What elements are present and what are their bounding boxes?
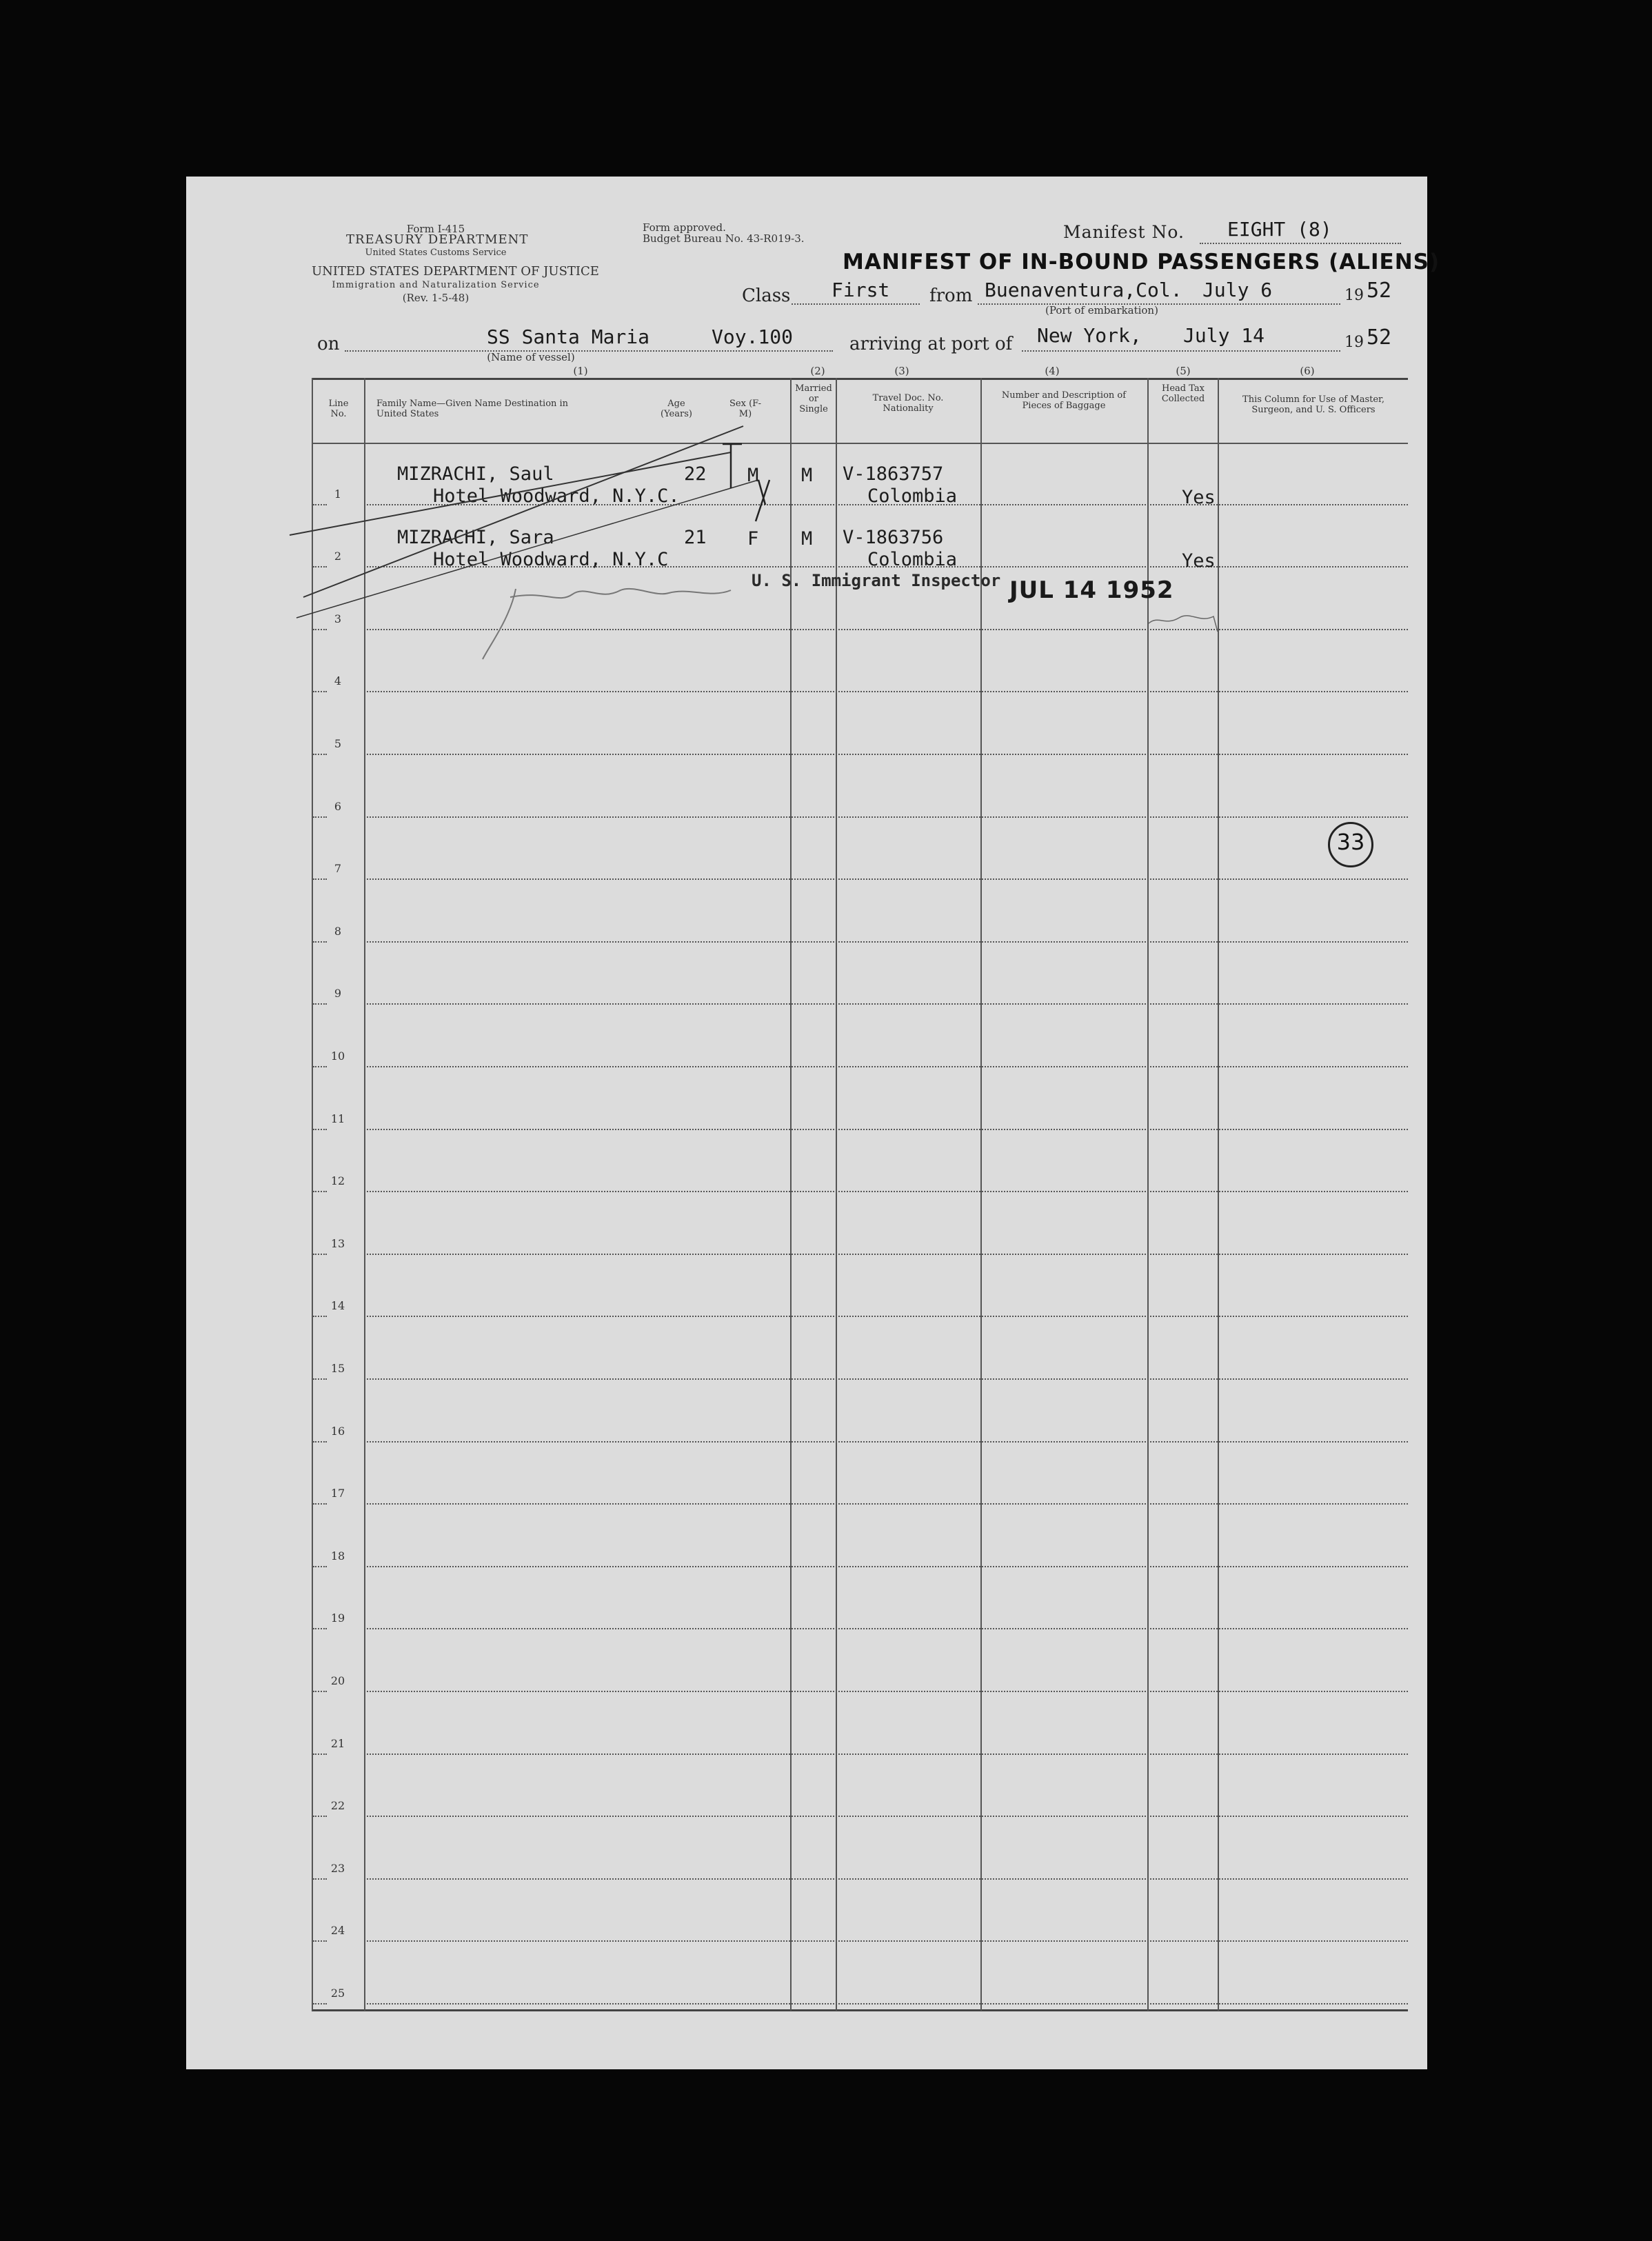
from-label: from [929, 285, 973, 306]
row-number: 10 [330, 1049, 345, 1063]
row-tick [313, 1503, 327, 1505]
row-number: 6 [334, 799, 342, 813]
row-number: 17 [330, 1487, 345, 1500]
passenger-2-name: MIZRACHI, Sara [397, 527, 554, 548]
passenger-2-age: 21 [684, 527, 707, 548]
row-line [364, 1316, 1408, 1317]
passenger-1-sex: M [747, 465, 759, 486]
row-line [364, 1691, 1408, 1692]
year-2: 52 [1367, 325, 1392, 350]
header-name: Family Name—Given Name Destination in United States [376, 399, 569, 419]
revision: (Rev. 1-5-48) [402, 292, 470, 304]
row-number: 5 [334, 737, 342, 750]
row-tick [313, 1066, 327, 1067]
treasury-dept: TREASURY DEPARTMENT [346, 232, 529, 247]
col-number: (1) [573, 365, 588, 377]
pencil-strike [296, 480, 758, 618]
vessel-name: SS Santa Maria [487, 325, 650, 348]
row-number: 13 [330, 1236, 345, 1250]
header-travel: Travel Doc. No. Nationality [872, 393, 944, 414]
form-number: Form I-415 [406, 223, 465, 235]
passenger-1-nationality: Colombia [867, 485, 958, 507]
passenger-2-sex: F [747, 528, 759, 550]
row-number: 12 [330, 1174, 345, 1188]
header-age: Age (Years) [661, 399, 692, 419]
passenger-2-destination: Hotel Woodward, N.Y.C [433, 549, 669, 570]
row-tick [313, 2003, 327, 2004]
inspector-signature [483, 589, 731, 659]
passenger-1-doc: V-1863757 [843, 463, 944, 485]
row-number: 24 [330, 1924, 345, 1938]
row-tick [313, 1378, 327, 1380]
row-line [364, 1003, 1408, 1005]
pencil-strike [290, 452, 731, 535]
row-line [364, 1254, 1408, 1255]
arrival-date: July 14 [1183, 324, 1265, 347]
row-line [364, 1753, 1408, 1755]
row-number: 22 [330, 1799, 345, 1813]
row-number: 3 [334, 612, 342, 625]
year-prefix-2: 19 [1344, 334, 1364, 351]
row-tick [313, 1129, 327, 1130]
row-number: 11 [330, 1112, 345, 1125]
row-number: 21 [330, 1736, 345, 1750]
from-date: July 6 [1202, 279, 1273, 301]
row-tick [313, 1628, 327, 1629]
year-prefix-1: 19 [1344, 287, 1364, 304]
from-value: Buenaventura,Col. [985, 279, 1182, 301]
row-number: 1 [334, 487, 342, 501]
row-line [364, 1878, 1408, 1880]
manifest-no-value: EIGHT (8) [1227, 218, 1332, 241]
year-1: 52 [1367, 279, 1392, 303]
manifest-title: MANIFEST OF IN-BOUND PASSENGERS (ALIENS) [843, 250, 1440, 274]
ins-service: Immigration and Naturalization Service [332, 280, 540, 290]
row-number: 9 [334, 987, 342, 1001]
col-number: (3) [894, 365, 909, 377]
row-tick [313, 1441, 327, 1443]
header-sex: Sex (F-M) [729, 399, 761, 419]
header-tax: Head Tax Collected [1161, 383, 1205, 404]
row-line [364, 1503, 1408, 1505]
header-baggage: Number and Description of Pieces of Baggage [1001, 390, 1127, 411]
row-line [364, 1129, 1408, 1130]
header-officers: This Column for Use of Master, Surgeon, and U. S. Officers [1242, 394, 1384, 415]
row-line [364, 941, 1408, 943]
row-tick [313, 1316, 327, 1317]
col-number: (5) [1176, 365, 1191, 377]
manifest-no-label: Manifest No. [1063, 222, 1185, 242]
class-value: First [832, 279, 890, 301]
table-bottom-border [312, 2009, 1408, 2011]
row-number: 25 [330, 1987, 345, 2000]
passenger-1-tax: Yes [1182, 487, 1216, 508]
arrival-port: New York, [1037, 324, 1142, 347]
row-tick [313, 1254, 327, 1255]
passenger-1-age: 22 [684, 463, 707, 485]
row-tick [313, 1816, 327, 1817]
row-tick [313, 941, 327, 943]
row-number: 19 [330, 1611, 345, 1625]
row-line [364, 1378, 1408, 1380]
row-line [364, 1816, 1408, 1817]
row-line [364, 1191, 1408, 1192]
row-number: 23 [330, 1861, 345, 1875]
col-number: (4) [1045, 365, 1060, 377]
row-line [364, 1940, 1408, 1942]
customs-service: United States Customs Service [365, 248, 507, 258]
passenger-2-doc: V-1863756 [843, 527, 944, 548]
passenger-2-tax: Yes [1182, 550, 1216, 572]
row-tick [313, 1753, 327, 1755]
page-number: 33 [1336, 829, 1365, 855]
col-number: (6) [1300, 365, 1315, 377]
row-number: 2 [334, 550, 342, 563]
row-line [364, 1566, 1408, 1567]
embark-caption: (Port of embarkation) [1045, 304, 1158, 316]
arriving-label: arriving at port of [849, 334, 1013, 354]
row-tick [313, 1691, 327, 1692]
form-approved: Form approved. [643, 221, 726, 234]
row-number: 4 [334, 674, 342, 688]
initials-mark [723, 444, 769, 521]
row-tick [313, 1191, 327, 1192]
row-line [364, 1066, 1408, 1067]
col-number: (2) [810, 365, 825, 377]
date-scribble [1149, 616, 1218, 632]
justice-dept: UNITED STATES DEPARTMENT OF JUSTICE [312, 264, 599, 279]
header-line-no: Line No. [328, 399, 349, 419]
row-number: 14 [330, 1299, 345, 1313]
row-line [364, 2003, 1408, 2004]
passenger-2-nationality: Colombia [867, 549, 958, 570]
row-line [364, 1441, 1408, 1443]
row-line [364, 878, 1408, 880]
row-number: 7 [334, 862, 342, 876]
row-number: 16 [330, 1424, 345, 1438]
passenger-2-marital: M [801, 528, 813, 550]
row-tick [313, 1003, 327, 1005]
row-number: 8 [334, 924, 342, 938]
row-tick [313, 1940, 327, 1942]
on-label: on [317, 334, 340, 354]
row-tick [313, 878, 327, 880]
row-number: 15 [330, 1362, 345, 1375]
vessel-caption: (Name of vessel) [487, 351, 575, 363]
class-label: Class [742, 285, 791, 306]
pencil-strike [303, 426, 743, 597]
inspector-stamp: U. S. Immigrant Inspector [752, 571, 1001, 590]
manifest-sheet [186, 177, 1440, 2069]
passenger-1-marital: M [801, 465, 813, 486]
row-line [364, 1628, 1408, 1629]
row-tick [313, 1566, 327, 1567]
budget-bureau: Budget Bureau No. 43-R019-3. [643, 232, 805, 245]
handwritten-marks [186, 177, 1427, 866]
stamp-date: JUL 14 1952 [1009, 576, 1174, 604]
passenger-1-destination: Hotel Woodward, N.Y.C. [433, 485, 680, 507]
header-married: Married or Single [795, 383, 832, 414]
row-number: 18 [330, 1549, 345, 1562]
passenger-1-name: MIZRACHI, Saul [397, 463, 554, 485]
row-number: 20 [330, 1674, 345, 1687]
row-tick [313, 1878, 327, 1880]
voyage: Voy.100 [712, 325, 794, 348]
